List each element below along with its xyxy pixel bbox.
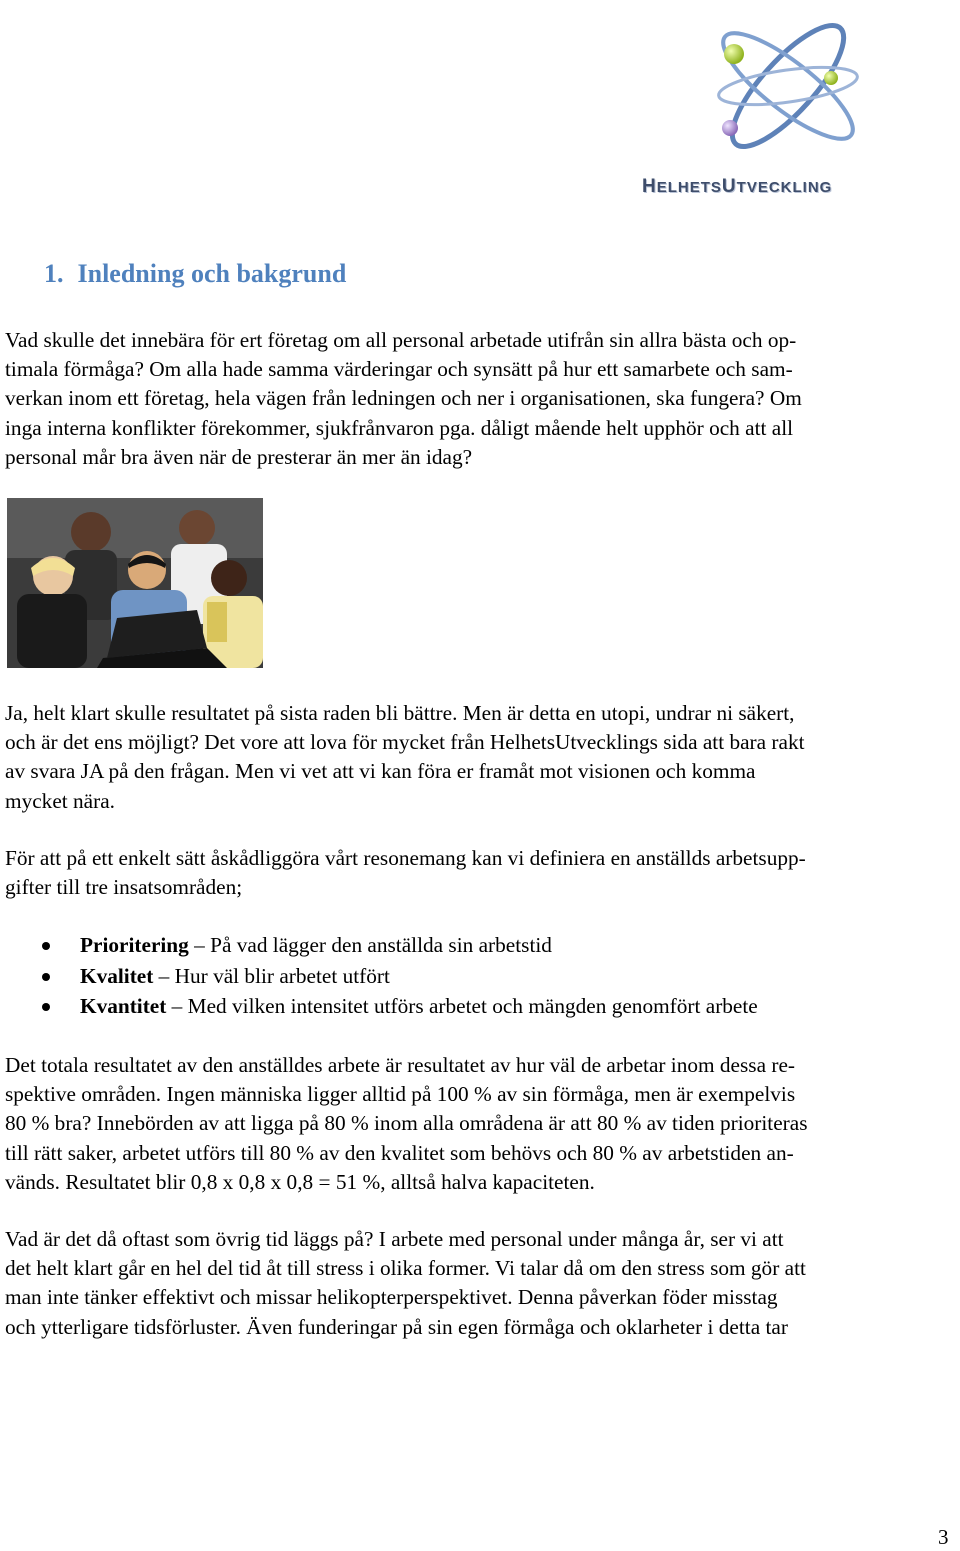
paragraph-text: Vad skulle det innebära för ert företag om all personal arbetade utifrån sin allra bästa och op- timala förmåga? Om alla hade samma värderingar och synsätt på hur ett samarbete och sam- verkan inom ett företag, hela vägen från ledningen och ner i organisationen, ska fungera? Om inga interna konflikter förekommer, sjukfrånvaron pga. dåligt mående helt upphör och att all personal mår bra även när de presterar än mer än idag?	[5, 328, 802, 469]
atom-orbit-logo-icon	[638, 0, 958, 176]
list-item-desc: – Med vilken intensitet utförs arbetet och mängden genomfört arbete	[166, 994, 758, 1019]
list-item-desc: – På vad lägger den anställda sin arbetstid	[188, 933, 552, 957]
list-item-term: Kvalitet	[80, 963, 154, 988]
section-title: Inledning och bakgrund	[77, 259, 347, 288]
paragraph-areas-intro	[5, 844, 957, 902]
list-item-text	[80, 961, 390, 992]
paragraph-vision	[5, 699, 957, 816]
section-number: 1.	[44, 259, 64, 288]
page-number: 3	[938, 1525, 949, 1549]
logo-letters: ELHETS	[656, 179, 722, 196]
paragraph-intro	[5, 326, 957, 472]
bullet-dot	[42, 973, 50, 981]
list-item	[0, 961, 960, 992]
focus-areas-list	[0, 930, 960, 1022]
list-item	[0, 991, 960, 1022]
paragraph-text: För att på ett enkelt sätt åskådliggöra vårt resonemang kan vi definiera en anställds arbetsupp- gifter till tre insatsområden;	[5, 846, 806, 900]
paragraph-text: Vad är det då oftast som övrig tid läggs på? I arbete med personal under många år, ser vi att det helt klart går en hel del tid åt till stress i olika former. Vi talar då om den stress som gör att man inte tänker effektivt och missar helikopterperspektivet. Denna påverkan föder misstag och ytterligare tidsförluster. Även funderingar på sin egen förmåga och oklarheter i detta tar	[5, 1227, 806, 1339]
team-photo	[7, 498, 263, 668]
logo-letter: U	[721, 176, 737, 197]
list-item	[0, 930, 960, 961]
bullet-dot	[42, 942, 50, 950]
list-item-desc: – Hur väl blir arbetet utfört	[153, 963, 390, 988]
bullet-dot	[42, 1003, 50, 1011]
list-item-text	[80, 991, 758, 1022]
logo-letter: H	[642, 176, 657, 197]
paragraph-text: Ja, helt klart skulle resultatet på sista raden bli bättre. Men är detta en utopi, undrar ni säkert, och är det ens möjligt? Det vore att lova för mycket från HelhetsUtvecklings sida att bara rakt av svara JA på den frågan. Men vi vet att vi kan föra er framåt mot visionen och komma mycket nära.	[5, 701, 805, 813]
list-item-text	[80, 930, 552, 961]
paragraph-result	[5, 1051, 957, 1197]
paragraph-stress	[5, 1225, 957, 1342]
list-item-term: Prioritering	[80, 933, 189, 957]
section-heading	[44, 257, 346, 291]
logo-letters: TVECKLING	[736, 179, 833, 196]
logo-wordmark	[642, 176, 956, 198]
list-item-term: Kvantitet	[80, 994, 167, 1019]
paragraph-text: Det totala resultatet av den anställdes arbete är resultatet av hur väl de arbetar inom dessa re- spektive områden. Ingen människa ligger alltid på 100 % av sin förmåga, men är exempelvis 80 % bra? Innebörden av att ligga på 80 % inom alla områdena är att 80 % av tiden prioriteras till rätt saker, arbetet utförs till 80 % av den kvalitet som behövs och 80 % av arbetstiden an- vänds. Resultatet blir 0,8 x 0,8 x 0,8 = 51 %, alltså halva kapaciteten.	[5, 1053, 808, 1194]
business-team-at-laptop-photo-icon	[7, 498, 263, 668]
